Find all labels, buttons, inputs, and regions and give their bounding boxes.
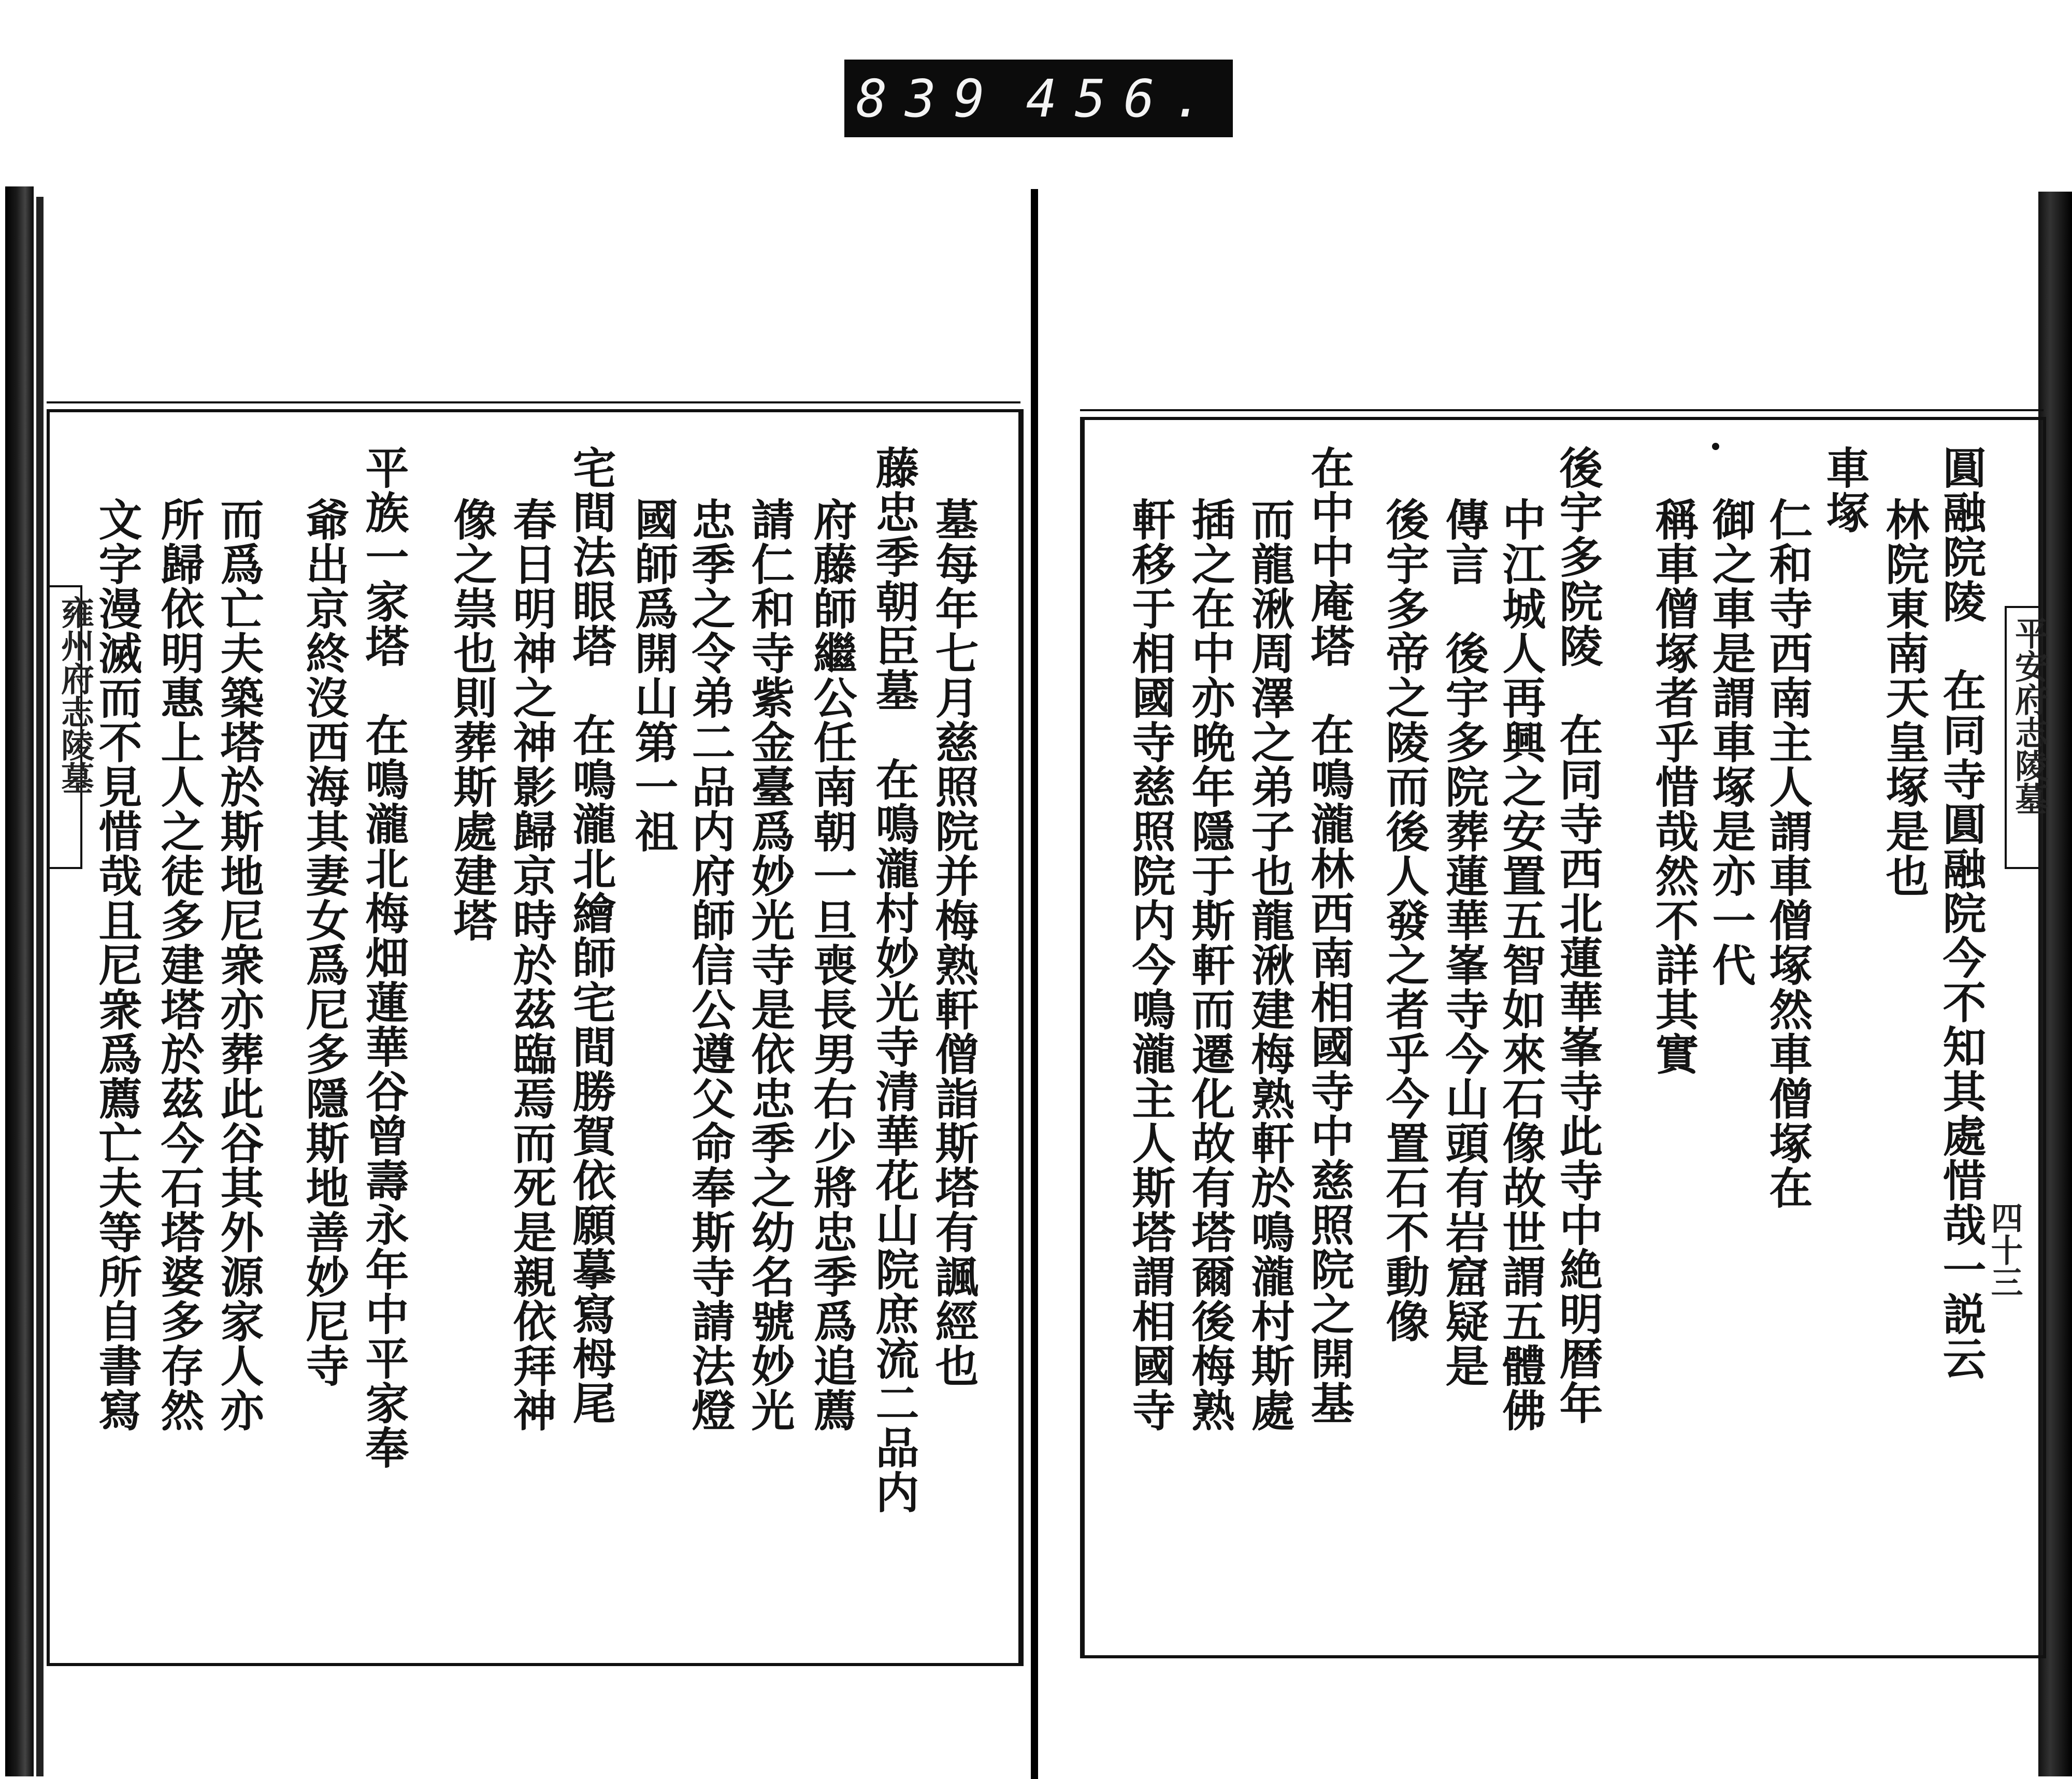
- left-book-edge-inner: [36, 197, 44, 1776]
- left-text-column: 平族一家塔 在鳴瀧北梅畑蓮華谷曾壽永年中平家奉: [358, 445, 410, 1470]
- left-text-column: 國師爲開山第一祖: [628, 497, 679, 854]
- reel-label-right: 456.: [1026, 68, 1221, 129]
- left-text-column: 請仁和寺紫金臺爲妙光寺是依忠季之幼名號妙光: [744, 497, 796, 1433]
- left-text-column: 像之祟也則葬斯處建塔: [447, 497, 498, 943]
- right-text-column: 御之車是謂車塚是亦一代: [1705, 497, 1757, 987]
- right-text-column: 而龍湫周澤之弟子也龍湫建梅熟軒於鳴瀧村斯處: [1244, 497, 1296, 1433]
- ink-dot: [1712, 443, 1719, 450]
- left-text-column: 文字漫滅而不見惜哉且尼衆爲薦亡夫等所自書寫: [92, 497, 143, 1433]
- right-text-column: 軒移于相國寺慈照院内今鳴瀧主人斯塔謂相國寺: [1125, 497, 1176, 1433]
- right-text-column: 稱車僧塚者乎惜哉然不詳其實: [1648, 497, 1700, 1076]
- left-page-top-rule: [47, 401, 1020, 403]
- left-margin-title: 雍州府志陵墓: [55, 596, 94, 794]
- reel-label: [844, 60, 1233, 137]
- left-text-column: 爺出京終沒西海其妻女爲尼多隱斯地善妙尼寺: [299, 497, 350, 1388]
- right-page-number: 四十三: [1985, 1202, 2023, 1298]
- left-text-column: 府藤師繼公任南朝一旦喪長男右少將忠季爲追薦: [807, 497, 858, 1433]
- right-text-column: 中江城人再興之安置五智如來石像故世謂五體佛: [1495, 497, 1547, 1433]
- right-text-column: 插之在中亦晩年隱于斯軒而遷化故有塔爾後梅熟: [1185, 497, 1236, 1433]
- right-margin-title: 平安府志陵墓: [2009, 616, 2048, 815]
- left-text-column: 春日明神之神影歸京時於茲臨焉而死是親依拜神: [506, 497, 557, 1433]
- right-text-column: 傳言 後宇多院葬蓮華峯寺今山頭有岩窟疑是: [1438, 497, 1490, 1388]
- left-text-column: 而爲亡夫築塔於斯地尼衆亦葬此谷其外源家人亦: [213, 497, 265, 1433]
- right-text-column: 車塚: [1819, 445, 1870, 534]
- right-page-top-rule: [1080, 409, 2044, 411]
- right-text-column: 在中中庵塔 在鳴瀧林西南相國寺中慈照院之開基: [1304, 445, 1355, 1425]
- reel-label-left: 839: [856, 68, 1003, 129]
- left-text-column: 藤忠季朝臣墓 在鳴瀧村妙光寺清華花山院庶流二品内: [869, 445, 920, 1514]
- right-text-column: 後宇多院陵 在同寺西北蓮華峯寺此寺中絶明暦年: [1552, 445, 1604, 1425]
- left-text-column: 忠季之令弟二品内府師信公遵父命奉斯寺請法燈: [685, 497, 736, 1433]
- right-text-column: 後宇多帝之陵而後人發之者乎今置石不動像: [1379, 497, 1430, 1343]
- left-text-column: 墓每年七月慈照院并梅熟軒僧詣斯塔有諷經也: [928, 497, 980, 1388]
- right-text-column: 圓融院陵 在同寺圓融院今不知其處惜哉一説云: [1936, 445, 1987, 1381]
- right-text-column: 仁和寺西南主人謂車僧塚然車僧塚在: [1762, 497, 1814, 1210]
- left-book-edge: [5, 186, 34, 1776]
- book-spine: [1031, 189, 1038, 1779]
- left-text-column: 所歸依明惠上人之徒多建塔於茲今石塔婆多存然: [154, 497, 205, 1433]
- left-text-column: 宅間法眼塔 在鳴瀧北繪師宅間勝賀依願摹寫栂尾: [566, 445, 617, 1425]
- right-text-column: 林院東南天皇塚是也: [1879, 497, 1930, 898]
